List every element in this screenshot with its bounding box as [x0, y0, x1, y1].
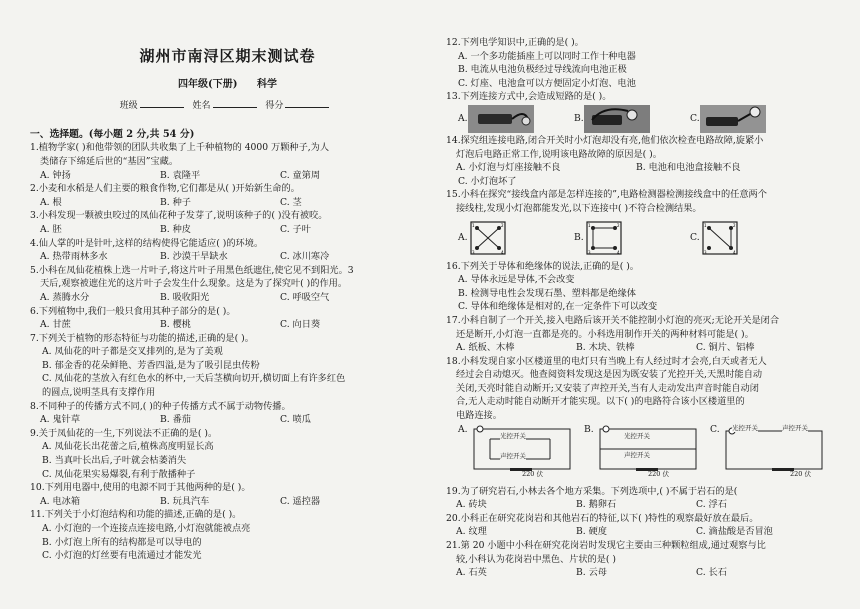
options — [30, 413, 425, 427]
options — [30, 196, 425, 210]
option-c[interactable]: C. 导体和绝缘体是相对的,在一定条件下可以改变 — [458, 301, 658, 313]
option-c[interactable]: C. 子叶 — [280, 223, 311, 235]
question-stem-cont: 灯泡后电路正常工作,说明该电路故障的原因是( )。 — [456, 148, 662, 160]
option-a[interactable]: A. 小灯泡的一个连接点连接电路,小灯泡就能被点亮 — [42, 523, 251, 534]
question-stem: 15.小科在探究“接线盒内部是怎样连接的”,电路检测器检测接线盒中的任意两个 — [446, 189, 767, 201]
option-c[interactable]: C. 小灯泡坏了 — [458, 175, 517, 187]
question-15 — [446, 188, 846, 259]
option-c[interactable]: C. 喷瓜 — [280, 414, 311, 426]
question-stem: 8.不同种子的传播方式不同,( )的种子传播方式不属于动物传播。 — [30, 400, 291, 412]
option-a[interactable]: A. 鬼针草 — [40, 414, 81, 426]
question-stem: 11.下列关于小灯泡结构和功能的描述,正确的是( )。 — [30, 509, 242, 521]
junction-box-a — [468, 219, 508, 257]
question-4 — [30, 237, 425, 264]
option-a[interactable]: A. 蒸腾水分 — [40, 291, 90, 303]
option-b[interactable]: B. 沙漠干旱缺水 — [160, 251, 228, 263]
option-a[interactable] — [458, 423, 584, 478]
option-b[interactable]: B. 番茄 — [160, 414, 191, 426]
svg-text:1: 1 — [471, 222, 475, 228]
junction-box-b — [584, 219, 624, 257]
sound-switch-label: 声控开关 — [500, 451, 526, 460]
question-stem: 19.为了研究岩石,小林去各个地方采集。下列选项中,( )不属于岩石的是( — [446, 485, 738, 497]
question-10 — [30, 481, 425, 508]
question-stem: 4.仙人掌的叶是针叶,这样的结构使得它能适应( )的环境。 — [30, 237, 264, 249]
option-c[interactable]: C. 铜片、铝棒 — [696, 342, 755, 354]
option-a[interactable]: A. 小灯泡与灯座接触不良 — [456, 162, 561, 174]
question-9 — [30, 427, 425, 481]
option-b[interactable]: B. 硬度 — [576, 526, 607, 538]
option-c[interactable]: C. 茎 — [280, 196, 302, 208]
svg-text:2: 2 — [616, 222, 620, 228]
options — [446, 161, 846, 175]
question-14 — [446, 134, 846, 188]
option-a[interactable]: A. 一个多功能插座上可以同时工作十种电器 — [458, 50, 636, 62]
option-letter: B. — [584, 423, 594, 435]
svg-text:3: 3 — [703, 249, 707, 255]
question-2 — [30, 182, 425, 209]
option-b[interactable]: B. 木块、铁棒 — [576, 342, 635, 354]
question-stem: 21.第 20 小题中小科在研究花岗岩时发现它主要由三种颗粒组成,通过观察与比 — [446, 540, 766, 552]
voltage-label: 220 伏 — [790, 469, 811, 478]
question-6 — [30, 305, 425, 332]
option-b[interactable]: B. 种皮 — [160, 223, 191, 235]
option-letter: A. — [458, 231, 468, 243]
light-switch-label: 光控开关 — [500, 431, 526, 440]
options — [30, 250, 425, 264]
question-8 — [30, 400, 425, 427]
question-stem: 18.小科发现自家小区楼道里的电灯只有当晚上有人经过时才会亮,白天或者无人 — [446, 355, 767, 367]
option-c[interactable] — [690, 105, 806, 133]
option-a[interactable] — [458, 105, 574, 133]
question-16 — [446, 260, 846, 314]
question-stem: 12.下列电学知识中,正确的是( )。 — [446, 37, 584, 48]
question-stem-cont: 类储存下绵延后世的“基因”宝藏。 — [40, 155, 179, 167]
option-b[interactable]: B. 鹅卵石 — [576, 499, 617, 511]
circuit-options — [446, 423, 846, 485]
question-stem: 3.小科发现一颗被虫咬过的凤仙花种子发芽了,说明该种子的( )没有被咬。 — [30, 210, 328, 222]
name-label: 姓名 — [192, 101, 211, 112]
option-letter: A. — [458, 423, 468, 435]
option-b[interactable]: B. 云母 — [576, 567, 607, 579]
svg-text:4: 4 — [500, 249, 504, 255]
option-a[interactable]: A. 石英 — [456, 567, 487, 579]
svg-text:3: 3 — [471, 249, 475, 255]
options — [30, 318, 425, 332]
option-a[interactable]: A. 纸板、木棒 — [456, 342, 515, 354]
option-c[interactable]: C. 凤仙花的茎放入有红色水的杯中,一天后茎横向切开,横切面上有许多红色 — [42, 373, 346, 385]
sound-switch-label: 声控开关 — [624, 450, 650, 459]
option-b[interactable]: B. 袁隆平 — [160, 169, 201, 181]
score-label: 得分 — [265, 101, 284, 112]
svg-text:3: 3 — [587, 249, 591, 255]
circuit-photo-a — [468, 105, 534, 133]
option-b[interactable]: B. 种子 — [160, 196, 191, 208]
question-stem-cont: 天后,观察被遮住光的这片叶子会发生什么现象。这是为了探究叶( )的作用。 — [40, 278, 348, 290]
left-column — [30, 0, 425, 563]
svg-text:1: 1 — [587, 222, 591, 228]
question-stem-cont: 接线柱,发现小灯泡都能发光,以下连接中( )不符合检测结果。 — [456, 202, 702, 214]
question-stem-cont: 合,无人走动时能自动断开才能实现。以下( )的电路符合该小区楼道里的 — [456, 396, 745, 408]
question-21 — [446, 539, 846, 580]
question-11 — [30, 508, 425, 562]
voltage-label: 220 伏 — [648, 469, 669, 478]
section-heading: 一、选择题。(每小题 2 分,共 54 分) — [30, 128, 195, 140]
question-stem: 20.小科正在研究花岗岩和其他岩石的特征,以下( )特性的观察最好放在最后。 — [446, 512, 759, 524]
option-c-cont: 的圆点,说明茎具有支撑作用 — [42, 387, 156, 399]
grade-label: 四年级(下册) — [178, 78, 238, 90]
light-switch-label: 光控开关 — [732, 423, 758, 432]
question-18 — [446, 355, 846, 485]
option-a[interactable]: A. 热带雨林多水 — [40, 251, 108, 263]
option-c[interactable]: C. 童第周 — [280, 169, 321, 181]
question-stem: 10.下列用电器中,使用的电源不同于其他两种的是( )。 — [30, 482, 251, 494]
option-a[interactable]: A. 凤仙花长出花蕾之后,植株高度明显长高 — [42, 441, 214, 453]
svg-text:1: 1 — [703, 222, 707, 228]
option-a[interactable] — [458, 219, 574, 257]
option-c[interactable] — [710, 423, 836, 478]
options — [446, 341, 846, 355]
light-switch-label: 光控开关 — [624, 431, 650, 440]
subject-label: 科学 — [256, 78, 277, 90]
question-stem: 7.下列关于植物的形态特征与功能的描述,正确的是( )。 — [30, 332, 254, 344]
question-3 — [30, 209, 425, 236]
option-letter: A. — [458, 113, 468, 125]
right-column — [446, 36, 846, 580]
question-20 — [446, 512, 846, 539]
question-12 — [446, 36, 846, 90]
option-a[interactable]: A. 凤仙花的叶子都是交叉排列的,是为了美观 — [42, 346, 223, 358]
option-b[interactable]: B. 吸收阳光 — [160, 291, 210, 303]
option-c[interactable]: C. 滴盐酸是否冒泡 — [696, 526, 773, 538]
question-stem: 2.小麦和水稻是人们主要的粮食作物,它们都是从( )开始新生命的。 — [30, 183, 300, 195]
option-c[interactable]: C. 向日葵 — [280, 319, 321, 331]
option-letter: B. — [574, 231, 584, 243]
option-a[interactable]: A. 胚 — [40, 223, 62, 235]
option-b[interactable] — [584, 423, 710, 478]
option-b[interactable]: B. 郁金香的花朵鲜艳、芳香四溢,是为了吸引昆虫传粉 — [42, 359, 260, 371]
option-b[interactable]: B. 电流从电池负极经过导线流向电池正极 — [458, 64, 627, 76]
question-13 — [446, 90, 846, 134]
option-b[interactable]: B. 当真叶长出后,子叶就会枯萎消失 — [42, 455, 187, 467]
question-stem: 16.下列关于导体和绝缘体的说法,正确的是( )。 — [446, 260, 639, 272]
question-stem-cont: 还是断开,小灯泡一直都是亮的。小科选用制作开关的两种材料可能是( )。 — [456, 328, 754, 340]
question-stem: 14.探究组连接电路,闭合开关时小灯泡却没有亮,他们依次检查电路故障,旋紧小 — [446, 134, 764, 146]
option-a[interactable]: A. 电冰箱 — [40, 495, 81, 507]
option-c[interactable]: C. 浮石 — [696, 499, 727, 511]
grade-subject — [30, 78, 425, 92]
question-1 — [30, 141, 425, 182]
options — [446, 525, 846, 539]
option-c[interactable] — [690, 219, 806, 257]
options — [30, 291, 425, 305]
student-info — [30, 100, 425, 114]
option-a[interactable]: A. 钟扬 — [40, 169, 71, 181]
question-stem: 17.小科自制了一个开关,接入电路后该开关不能控制小灯泡的亮灭;无论开关是闭合 — [446, 314, 780, 326]
circuit-photo-b — [584, 105, 650, 133]
option-b[interactable]: B. 检测导电性会发现石墨、塑料都是绝缘体 — [458, 287, 636, 299]
option-letter: B. — [574, 113, 584, 125]
question-stem: 13.下列连接方式中,会造成短路的是( )。 — [446, 91, 612, 103]
option-b[interactable]: B. 玩具汽车 — [160, 495, 210, 507]
question-stem: 5.小科在凤仙花植株上选一片叶子,将这片叶子用黑色纸遮住,使它见不到阳光。3 — [30, 264, 354, 276]
options — [30, 223, 425, 237]
options — [446, 498, 846, 512]
question-5 — [30, 264, 425, 305]
score-blank[interactable] — [285, 107, 329, 108]
class-blank[interactable] — [140, 107, 184, 108]
option-c[interactable]: C. 遥控器 — [280, 495, 321, 507]
option-b[interactable]: B. 樱桃 — [160, 319, 191, 331]
question-17 — [446, 314, 846, 355]
option-c[interactable]: C. 呼吸空气 — [280, 291, 330, 303]
option-b[interactable] — [574, 105, 690, 133]
sound-switch-label: 声控开关 — [782, 423, 808, 432]
svg-text:4: 4 — [732, 249, 736, 255]
option-c[interactable]: C. 冰川寒冷 — [280, 251, 330, 263]
option-a[interactable]: A. 纹理 — [456, 526, 487, 538]
option-c[interactable]: C. 灯座、电池盒可以方便固定小灯泡、电池 — [458, 77, 636, 89]
junction-box-options — [446, 216, 846, 260]
option-b[interactable]: B. 电池和电池盒接触不良 — [636, 162, 741, 174]
question-stem-cont: 经过会自动熄灭。他查阅资料发现这是因为既安装了光控开关,天黑时能自动 — [456, 369, 763, 381]
name-blank[interactable] — [213, 107, 257, 108]
question-19 — [446, 485, 846, 512]
question-stem: 6.下列植物中,我们一般只食用其种子部分的是( )。 — [30, 305, 236, 317]
option-b[interactable]: B. 小灯泡上所有的结构都是可以导电的 — [42, 536, 202, 548]
question-7 — [30, 332, 425, 400]
question-stem-cont: 关闭,天亮时能自动断开;又安装了声控开关,当有人走动发出声音时能自动闭 — [456, 382, 759, 394]
options — [446, 566, 846, 580]
options — [30, 495, 425, 509]
circuit-photo-c — [700, 105, 766, 133]
svg-text:4: 4 — [616, 249, 620, 255]
svg-text:2: 2 — [500, 222, 504, 228]
class-label: 班级 — [119, 101, 138, 112]
question-stem-cont: 电路连接。 — [456, 410, 502, 422]
option-a[interactable]: A. 砖块 — [456, 499, 487, 511]
option-c[interactable]: C. 长石 — [696, 567, 727, 579]
option-letter: C. — [690, 113, 700, 125]
option-a[interactable]: A. 导体永远是导体,不会改变 — [458, 274, 575, 286]
option-c[interactable]: C. 小灯泡的灯丝要有电流通过才能发光 — [42, 550, 202, 562]
image-options — [446, 104, 846, 134]
option-b[interactable] — [574, 219, 690, 257]
option-letter: C. — [690, 231, 700, 243]
junction-box-c — [700, 219, 740, 257]
voltage-label: 220 伏 — [522, 469, 543, 478]
option-c[interactable]: C. 凤仙花果实易爆裂,有利于散播种子 — [42, 468, 196, 480]
options — [30, 169, 425, 183]
svg-text:2: 2 — [732, 222, 736, 228]
option-letter: C. — [710, 423, 720, 435]
question-stem: 1.植物学家( )和他带领的团队共收集了上千种植物的 4000 万颗种子,为人 — [30, 142, 330, 154]
option-a[interactable]: A. 甘蔗 — [40, 319, 71, 331]
option-a[interactable]: A. 根 — [40, 196, 62, 208]
question-stem-cont: 较,小科认为花岗岩中黑色、片状的是( ) — [456, 553, 617, 565]
question-stem: 9.关于凤仙花的一生,下列说法不正确的是( )。 — [30, 427, 218, 439]
page-title: 湖州市南浔区期末测试卷 — [139, 47, 316, 65]
